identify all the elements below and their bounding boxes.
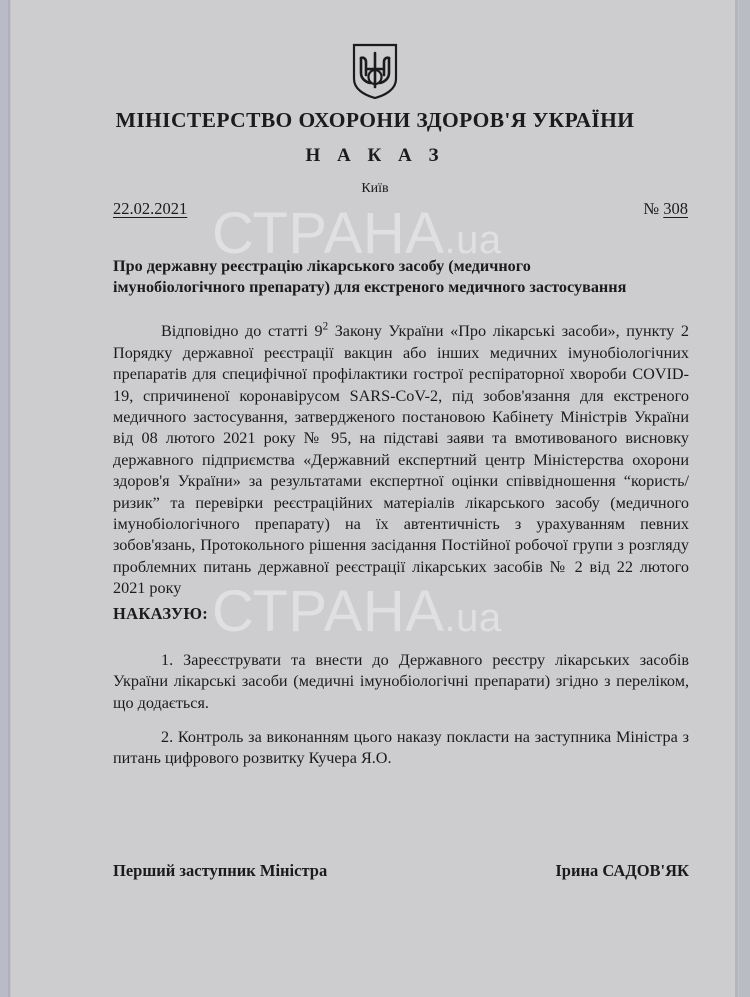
document-subject-title <box>113 256 689 298</box>
watermark-main-text: СТРАНА <box>212 201 445 266</box>
preamble-text: Відповідно до статті $9^2$ Закону України «Про лікарські засоби», пункту 2 Порядку державної реєстрації вакцин або інших медичних імунобіологічних препаратів для специфічної профілактики гострої респіраторної хвороби COVID-19, спричиненої коронавірусом SARS-CoV-2, під зобов'язання для екстреного медичного застосування, затвердженого постановою Кабінету Міністрів України від 08 лютого 2021 року № 95, на підставі заяви та вмотивованого висновку державного підприємства «Державний експертний центр Міністерства охорони здоров'я України» за результатами експертної оцінки співвідношення “користь/ризик” та перевірки реєстраційних матеріалів лікарського засобу (медичного імунобіологічного препарату) на їх автентичність з урахуванням певних зобов'язань, Протокольного рішення засідання Постійної робочої групи з розгляду проблемних питань державної реєстрації лікарських засобів № 2 від 22 лютого 2021 року <box>113 321 689 598</box>
city-label: Київ <box>361 181 389 196</box>
watermark-tld-text: .ua <box>444 218 502 262</box>
number-value: 308 <box>663 199 688 218</box>
watermark-tld-text: .ua <box>444 596 502 640</box>
clause-item-1 <box>113 650 689 714</box>
document-date: 22.02.2021 <box>113 199 188 218</box>
clause-2-text: 2. Контроль за виконанням цього наказу покласти на заступника Міністра з питань цифрового розвитку Кучера Я.О. <box>113 728 689 768</box>
order-word-heading: Н А К А З <box>305 145 445 166</box>
document-number <box>643 199 688 219</box>
watermark-main-text: СТРАНА <box>212 579 445 644</box>
clause-1-text: 1. Зареєструвати та внести до Державного реєстру лікарських засобів України лікарські засоби (медичні імунобіологічні препарати) згідно з переліком, що додається. <box>113 651 689 712</box>
signatory-position: Перший заступник Міністра <box>113 861 328 880</box>
signature-block <box>113 861 689 881</box>
coat-of-arms-emblem <box>0 43 750 104</box>
subject-line-2: імунобіологічного препарату) для екстреного медичного застосування <box>113 278 627 296</box>
number-symbol: № <box>643 199 660 218</box>
document-meta-row <box>113 199 688 219</box>
clause-item-2 <box>113 727 689 770</box>
ministry-title: МІНІСТЕРСТВО ОХОРОНИ ЗДОРОВ'Я УКРАЇНИ <box>115 108 635 132</box>
signatory-name: Ірина САДОВ'ЯК <box>555 861 689 880</box>
order-verb-heading: НАКАЗУЮ: <box>113 604 209 623</box>
subject-line-1: Про державну реєстрацію лікарського засобу (медичного <box>113 257 531 275</box>
preamble-paragraph <box>113 317 689 600</box>
